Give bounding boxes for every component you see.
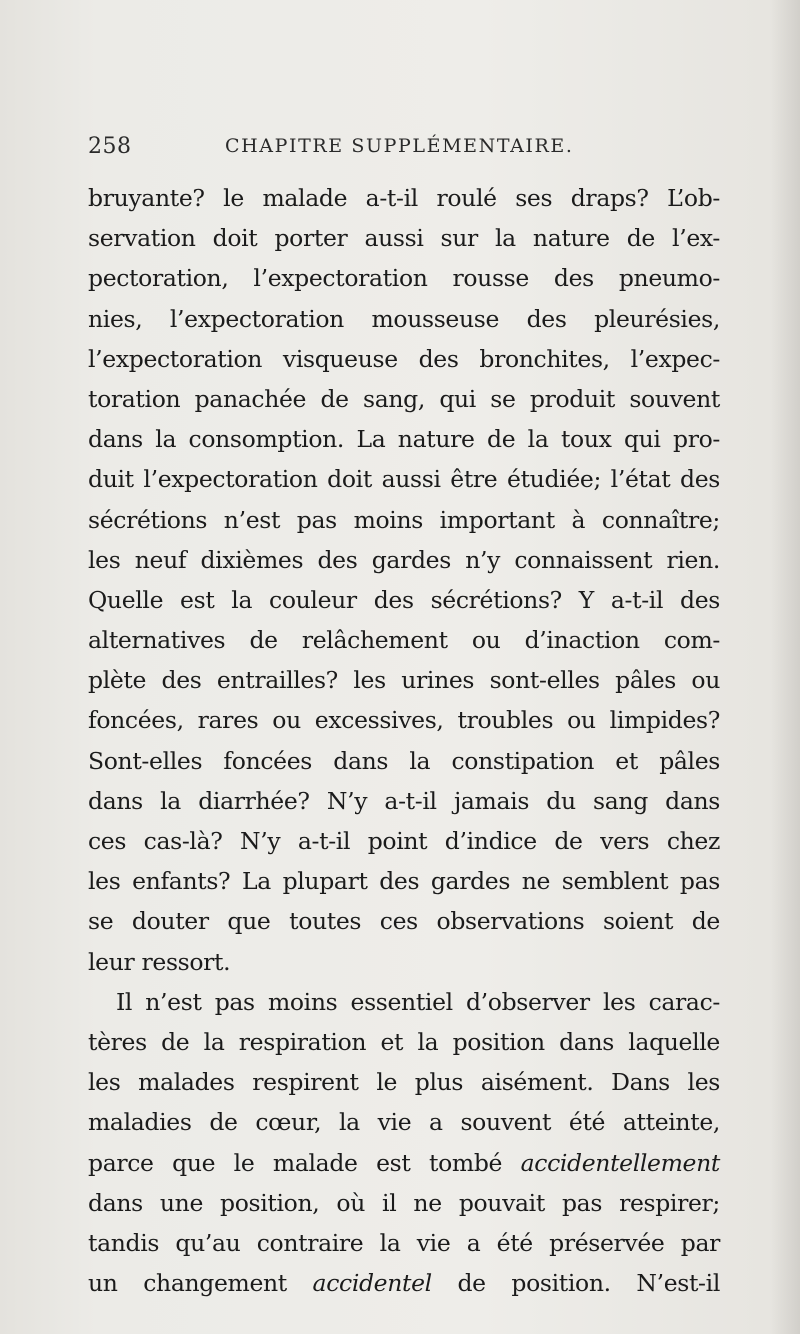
text-line: tères de la respiration et la position dans laquelle [88, 1027, 720, 1056]
text-line: les enfants? La plupart des gardes ne semblent pas [88, 867, 720, 896]
text-segment: parce que le malade est tombé [88, 1148, 521, 1177]
text-line-paragraph-end: leur ressort. [88, 947, 231, 976]
text-line: tandis qu’au contraire la vie a été préservée par [88, 1228, 720, 1257]
text-line: les malades respirent le plus aisément. Dans les [88, 1068, 720, 1097]
text-line-paragraph-start: Il n’est pas moins essentiel d’observer les carac- [116, 987, 720, 1016]
text-line: l’expectoration visqueuse des bronchites, l’expec- [88, 344, 720, 373]
text-segment: un changement [88, 1269, 313, 1298]
text-line: les neuf dixièmes des gardes n’y connaissent rien. [88, 545, 720, 574]
text-line: dans la consomption. La nature de la toux qui pro- [88, 425, 720, 454]
page-header [88, 134, 718, 166]
text-segment: de position. N’est-il [431, 1269, 720, 1298]
page-edge-shadow [770, 0, 800, 1334]
text-line: sécrétions n’est pas moins important à connaître; [88, 505, 720, 534]
text-line: bruyante? le malade a-t-il roulé ses draps? L’ob- [88, 184, 720, 212]
text-line: maladies de cœur, la vie a souvent été atteinte, [88, 1108, 720, 1137]
text-line: foncées, rares ou excessives, troubles ou limpides? [88, 706, 720, 735]
text-line: pectoration, l’expectoration rousse des pneumo- [88, 264, 720, 293]
text-line: Quelle est la couleur des sécrétions? Y a-t-il des [88, 585, 720, 614]
text-line: plète des entrailles? les urines sont-elles pâles ou [88, 666, 720, 695]
running-head: CHAPITRE SUPPLÉMENTAIRE. [225, 135, 574, 157]
text-line: dans une position, où il ne pouvait pas respirer; [88, 1188, 720, 1217]
body-text [88, 178, 720, 1303]
italic-word: accidentel [312, 1269, 432, 1298]
text-line: duit l’expectoration doit aussi être étudiée; l’état des [88, 465, 720, 494]
text-line-with-italic [88, 1143, 720, 1183]
text-line: servation doit porter aussi sur la nature de l’ex- [88, 224, 720, 253]
text-line: toration panachée de sang, qui se produit souvent [88, 384, 720, 413]
text-line: ces cas-là? N’y a-t-il point d’indice de vers chez [88, 827, 720, 855]
text-line-with-italic [88, 1263, 720, 1303]
text-line: nies, l’expectoration mousseuse des pleurésies, [88, 304, 720, 333]
italic-word: accidentellement [520, 1148, 720, 1177]
text-line: alternatives de relâchement ou d’inaction com- [88, 626, 720, 655]
text-line: se douter que toutes ces observations soient de [88, 907, 720, 936]
page-number: 258 [88, 134, 132, 159]
text-line: dans la diarrhée? N’y a-t-il jamais du sang dans [88, 786, 720, 815]
text-line: Sont-elles foncées dans la constipation et pâles [88, 746, 720, 775]
